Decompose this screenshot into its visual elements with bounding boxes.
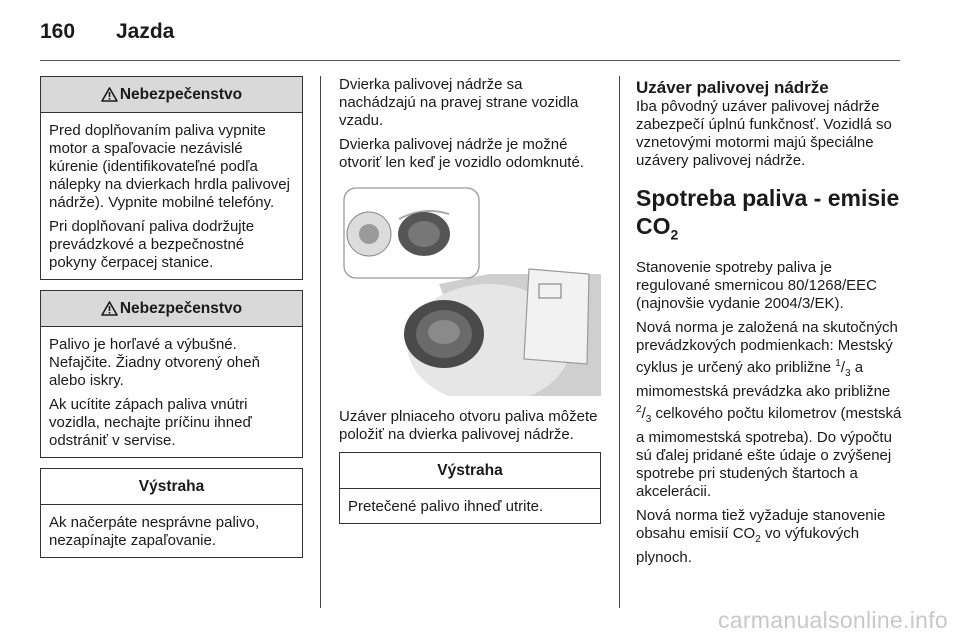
section-title-subscript: 2 xyxy=(670,226,679,243)
fraction-numerator: 2 xyxy=(636,403,642,415)
norm-text-c: celkového počtu kilometrov (mestská a mimomestská spotreba). Do výpočtu sú ďalej pridané ešte údaje o zvýšenej spotrebe pri studených štartoch a akcelerácii. xyxy=(636,404,902,500)
warning-box-body xyxy=(41,505,302,557)
fuel-filler-illustration xyxy=(339,184,601,396)
emissions-text-a: Nová norma tiež vyžaduje stanovenie obsahu emisií CO xyxy=(636,506,886,542)
co2-subscript: 2 xyxy=(755,533,761,545)
danger-box-title: Nebezpečenstvo xyxy=(119,85,243,103)
left-column xyxy=(40,76,303,568)
body-paragraph: Dvierka palivovej nádrže sa nachádzajú na pravej strane vozidla vzadu. xyxy=(339,76,579,129)
middle-column xyxy=(339,76,601,534)
danger-text: Pri doplňovaní paliva dodržujte prevádzkové a bezpečnostné pokyny čerpacej stanice. xyxy=(49,218,255,271)
fraction-numerator: 1 xyxy=(835,357,841,369)
page-header xyxy=(40,14,174,50)
body-paragraph: Iba pôvodný uzáver palivovej nádrže zabezpečí úplnú funkčnosť. Vozidlá so vznetovými motormi majú špeciálne uzávery palivovej nádrže. xyxy=(636,98,892,169)
watermark: carmanualsonline.info xyxy=(717,607,948,633)
illustration-caption: Uzáver plniaceho otvoru paliva môžete položiť na dvierka palivovej nádrže. xyxy=(339,408,598,443)
warning-triangle-icon xyxy=(101,87,118,102)
warning-box-wrong-fuel xyxy=(40,468,303,558)
section-title-fuel-consumption xyxy=(636,184,902,249)
subheading-fuel-cap: Uzáver palivovej nádrže xyxy=(636,78,829,97)
warning-triangle-icon xyxy=(101,301,118,316)
warning-text: Pretečené palivo ihneď utrite. xyxy=(348,498,544,515)
danger-box-body xyxy=(41,113,302,279)
body-paragraph-emissions xyxy=(636,507,902,567)
warning-box-header: Výstraha xyxy=(340,453,600,489)
danger-box-flammable xyxy=(40,290,303,458)
fraction-denominator: 3 xyxy=(645,413,652,425)
warning-text: Ak načerpáte nesprávne palivo, nezapínajte zapaľovanie. xyxy=(49,514,260,549)
body-paragraph-norm: Nová norma je založená na skutočných prevádzkových podmienkach: Mestský cyklus je určený ako približne $^1/_3$ a mimomestská prevádzka ako približne $^2/_3$ celkového počtu kilometrov (mestská a mimomestská spotreba). Do výpočtu sú ďalej pridané ešte údaje o zvýšenej spotrebe pri studených štartoch a akcelerácii. xyxy=(636,318,902,500)
danger-box-body xyxy=(41,327,302,457)
column-divider-right xyxy=(619,76,620,608)
column-divider-left xyxy=(320,76,321,608)
body-paragraph: Stanovenie spotreby paliva je regulované smernicou 80/1268/EEC (najnovšie vydanie 2004/3/EK). xyxy=(636,258,877,312)
warning-box-spill xyxy=(339,452,601,524)
body-paragraph: Dvierka palivovej nádrže je možné otvoriť len keď je vozidlo odomknuté. xyxy=(339,136,584,171)
right-column xyxy=(636,76,902,573)
danger-box-title: Nebezpečenstvo xyxy=(119,299,243,317)
emissions-text-b: vo výfukových plynoch. xyxy=(636,524,860,566)
page-number: 160 xyxy=(40,20,76,43)
section-title-text: Spotreba paliva - emisie CO xyxy=(636,185,900,239)
norm-text-b: a mimomestská prevádzka ako približne xyxy=(636,358,891,400)
danger-box-header xyxy=(41,291,302,327)
danger-text: Pred doplňovaním paliva vypnite motor a spaľovacie nezávislé kúrenie (identifikovateľné podľa nálepky na dvierkach hrdla palivovej nádrže). Vypnite mobilné telefóny. xyxy=(49,122,290,211)
chapter-title: Jazda xyxy=(116,20,175,43)
danger-box-header xyxy=(41,77,302,113)
danger-text: Ak ucítite zápach paliva vnútri vozidla, nechajte príčinu ihneď odstrániť v servise. xyxy=(49,396,252,449)
danger-text: Palivo je horľavé a výbušné. Nefajčite. Žiadny otvorený oheň alebo iskry. xyxy=(49,336,260,389)
fraction-denominator: 3 xyxy=(845,367,851,379)
norm-text-a: Nová norma je založená na skutočných prevádzkových podmienkach: Mestský cyklus je určený ako približne xyxy=(636,318,898,376)
header-rule xyxy=(40,60,900,61)
danger-box-refuel xyxy=(40,76,303,280)
warning-box-header: Výstraha xyxy=(41,469,302,505)
warning-box-body xyxy=(340,489,600,523)
